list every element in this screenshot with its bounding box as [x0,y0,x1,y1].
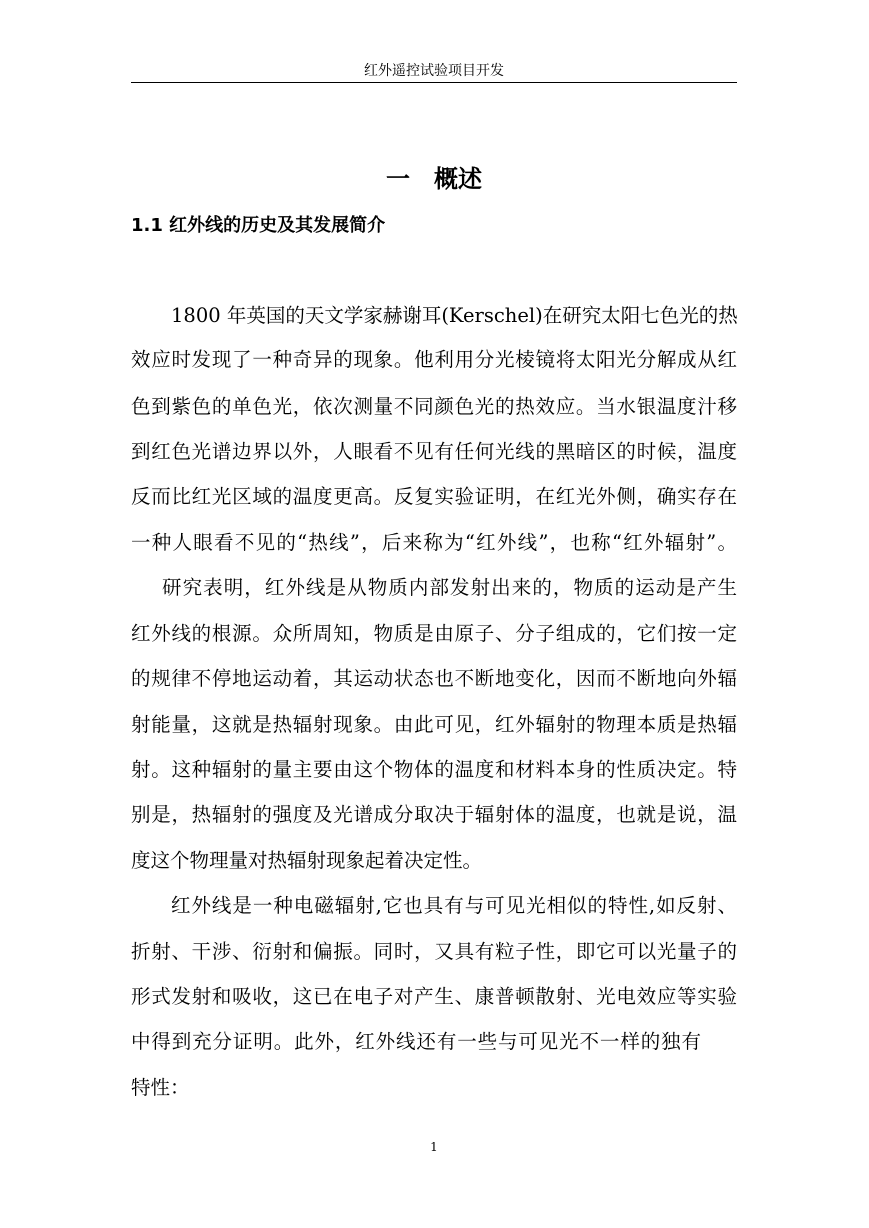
section-heading: 1.1 红外线的历史及其发展简介 [131,215,386,236]
paragraph-line: 别是，热辐射的强度及光谱成分取决于辐射体的温度，也就是说，温 [131,803,737,826]
running-header: 红外遥控试验项目开发 [364,63,504,79]
page-number: 1 [430,1140,438,1154]
paragraph-line: 一种人眼看不见的“热线”，后来称为“红外线”，也称“红外辐射”。 [131,531,737,554]
paragraph-line: 中得到充分证明。此外，红外线还有一些与可见光不一样的独有 [131,1030,701,1053]
paragraph-line: 度这个物理量对热辐射现象起着决定性。 [131,849,483,872]
paragraph-line: 红外线是一种电磁辐射,它也具有与可见光相似的特性,如反射、 [171,894,737,917]
paragraph-line: 特性： [131,1076,190,1099]
paragraph-line: 红外线的根源。众所周知，物质是由原子、分子组成的，它们按一定 [131,622,737,645]
paragraph-line: 射。这种辐射的量主要由这个物体的温度和材料本身的性质决定。特 [131,758,737,781]
paragraph-line: 色到紫色的单色光，依次测量不同颜色光的热效应。当水银温度汁移 [131,395,737,418]
paragraph-line: 1800 年英国的天文学家赫谢耳(Kerschel)在研究太阳七色光的热 [171,304,738,327]
paragraph-line: 形式发射和吸收，这已在电子对产生、康普顿散射、光电效应等实验 [131,985,737,1008]
paragraph-line: 射能量，这就是热辐射现象。由此可见，红外辐射的物理本质是热辐 [131,713,737,736]
paragraph-line: 研究表明，红外线是从物质内部发射出来的，物质的运动是产生 [162,576,737,599]
header-rule [131,82,737,83]
paragraph-line: 反而比红光区域的温度更高。反复实验证明，在红光外侧，确实存在 [131,485,737,508]
chapter-title: 一 概述 [386,165,482,193]
paragraph-line: 效应时发现了一种奇异的现象。他利用分光棱镜将太阳光分解成从红 [131,348,737,371]
paragraph-line: 折射、干涉、衍射和偏振。同时，又具有粒子性，即它可以光量子的 [131,940,737,963]
paragraph-line: 到红色光谱边界以外，人眼看不见有任何光线的黑暗区的时候，温度 [131,440,737,463]
paragraph-line: 的规律不停地运动着，其运动状态也不断地变化，因而不断地向外辐 [131,667,737,690]
